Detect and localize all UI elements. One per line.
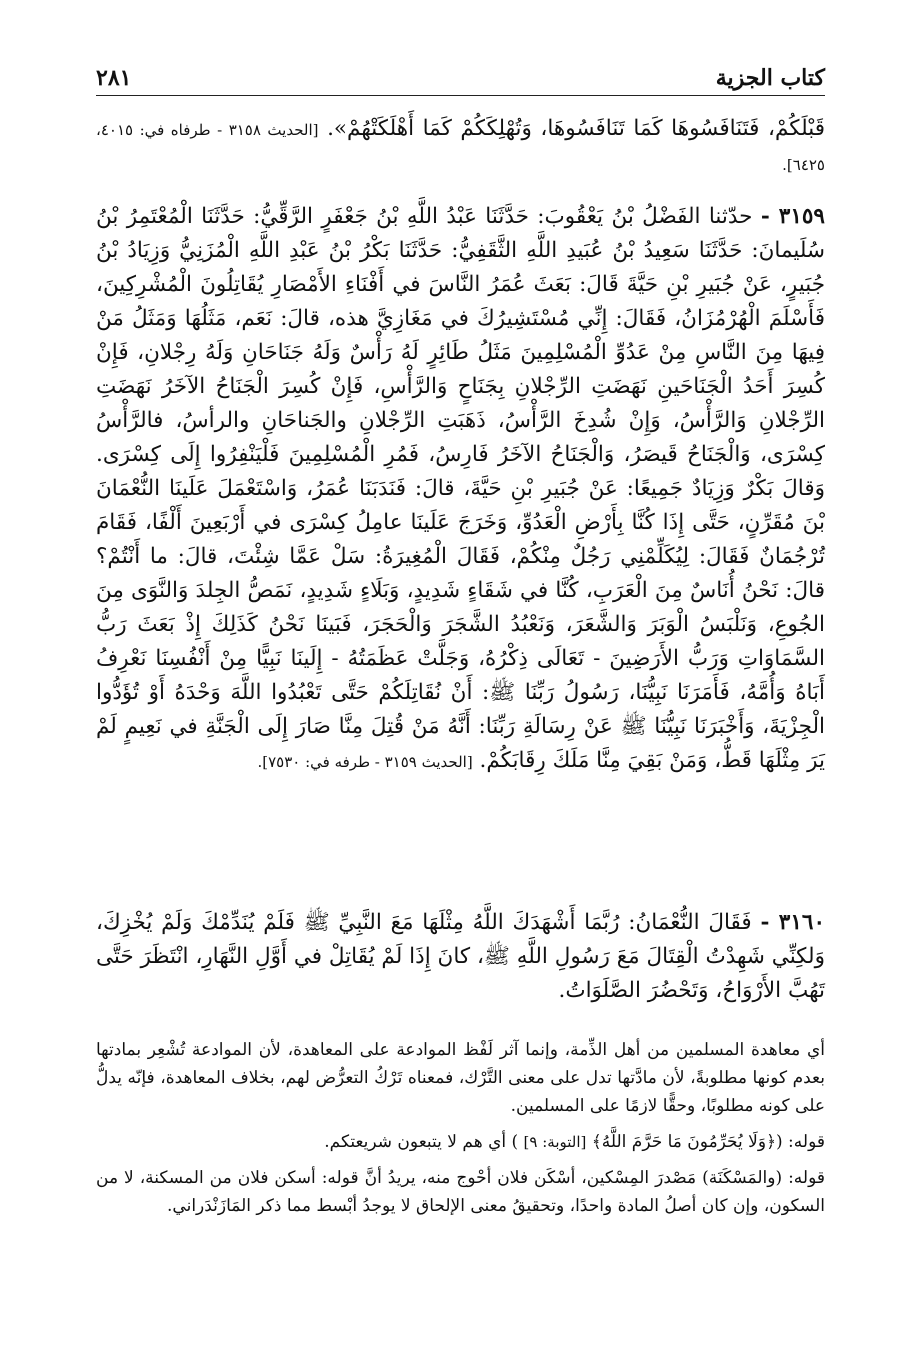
hadith-text: فَقَالَ النُّعْمَانُ: رُبَّمَا أَشْهَدَكَ اللَّهُ مِثْلَهَا مَعَ النَّبِيِّ ﷺ فَلَمْ يُنَدِّمْكَ وَلَمْ يُخْزِكَ، وَلكِنِّي شَهِدْتُ الْقِتَالَ مَعَ رَسُولِ اللَّهِ ﷺ، كانَ إِذَا لَمْ يُقَاتِلْ في أَوَّلِ النَّهَارِ، انْتَظَرَ حَتَّى تَهُبَّ الأَرْوَاحُ، وَتَحْضُرَ الصَّلَوَاتُ.: [96, 910, 825, 1003]
hadith-reference: [الحديث ٣١٥٨ - طرفاه في: ٤٠١٥، ٦٤٢٥].: [96, 121, 825, 174]
hadith-text: حدّثنا الفَضْلُ بْنُ يَعْقُوبَ: حَدَّثَنَا عَبْدُ اللَّهِ بْنُ جَعْفَرٍ الرَّقِّيُّ: حَدَّثَنَا الْمُعْتَمِرُ بْنُ سُلَيمانَ: حَدَّثَنَا سَعِيدُ بْنُ عُبَيدِ اللَّهِ الثَّقَفِيُّ: حَدَّثَنَا بَكْرُ بْنُ عَبْدِ اللَّهِ الْمُزَنِيُّ وَزِيَادُ بْنُ جُبَيرٍ، عَنْ جُبَيرِ بْنِ حَيَّةَ قَالَ: بَعَثَ عُمَرُ النَّاسَ في أَفْنَاءِ الأَمْصَارِ يُقَاتِلُونَ الْمُشْرِكِينَ، فَأَسْلَمَ الْهُرْمُزَانُ، فَقَالَ: إِنِّي مُسْتَشِيرُكَ في مَغَازِيَّ هذه، قالَ: نَعَم، مَثَلُهَا وَمَثَلُ مَنْ فِيهَا مِنَ النَّاسِ مِنْ عَدُوِّ الْمُسْلِمِينَ مَثَلُ طَائِرٍ لَهُ رَأْسٌ وَلَهُ جَنَاحَانِ وَلَهُ رِجْلانِ، فَإِنْ كُسِرَ أَحَدُ الْجَنَاحَينِ نَهَضَتِ الرِّجْلانِ بِجَنَاحٍ وَالرَّأْسِ، فَإِنْ كُسِرَ الْجَنَاحُ الآخَرُ نَهَضَتِ الرِّجْلانِ وَالرَّأْسُ، وَإِنْ شُدِخَ الرَّأْسُ، ذَهَبَتِ الرِّجْلانِ والجَناحَانِ والرأسُ، فالرَّأْسُ كِسْرَى، وَالْجَنَاحُ قَيصَرُ، وَالْجَنَاحُ الآخَرُ فَارِسُ، فَمُرِ الْمُسْلِمِينَ فَلْيَنْفِرُوا إِلَى كِسْرَى. وَقالَ بَكْرٌ وَزِيَادٌ جَمِيعًا: عَنْ جُبَيرِ بْنِ حَيَّةَ، قالَ: فَنَدَبَنَا عُمَرُ، وَاسْتَعْمَلَ عَلَينَا النُّعْمَانَ بْنَ مُقَرِّنٍ، حَتَّى إِذَا كُنَّا بِأَرْضِ الْعَدُوِّ، وَخَرَجَ عَلَينَا عامِلُ كِسْرَى في أَرْبَعِينَ أَلْفًا، فَقَامَ تُرْجُمَانٌ فَقَالَ: لِيُكَلِّمْنِي رَجُلٌ مِنْكُمْ، فَقَالَ الْمُغِيرَةُ: سَلْ عَمَّا شِئْتَ، قالَ: ما أَنْتُمْ؟ قالَ: نَحْنُ أُنَاسٌ مِنَ الْعَرَبِ، كُنَّا في شَقَاءٍ شَدِيدٍ، وَبَلَاءٍ شَدِيدٍ، نَمَصُّ الجِلدَ وَالنَّوَى مِنَ الجُوعِ، وَنَلْبَسُ الْوَبَرَ وَالشَّعَرَ، وَنَعْبُدُ الشَّجَرَ وَالْحَجَرَ، فَبَينَا نَحْنُ كَذَلِكَ إِذْ بَعَثَ رَبُّ السَّمَاوَاتِ وَرَبُّ الأَرَضِينَ - تَعَالَى ذِكْرُهُ، وَجَلَّتْ عَظَمَتُهُ - إِلَينَا نَبِيًّا مِنْ أَنْفُسِنَا نَعْرِفُ أَبَاهُ وَأُمَّهُ، فَأَمَرَنَا نَبِيُّنَا، رَسُولُ رَبِّنَا ﷺ: أَنْ نُقَاتِلَكُمْ حَتَّى تَعْبُدُوا اللَّهَ وَحْدَهُ أَوْ تُؤَدُّوا الْجِزْيَةَ، وَأَخْبَرَنَا نَبِيُّنَا ﷺ عَنْ رِسَالَةِ رَبِّنَا: أَنَّهُ مَنْ قُتِلَ مِنَّا صَارَ إِلَى الْجَنَّةِ في نَعِيمٍ لَمْ يَرَ مِثْلَهَا قَطُّ، وَمَنْ بَقِيَ مِنَّا مَلَكَ رِقَابَكُمْ.: [96, 204, 825, 773]
quran-reference: [التوبة: ٩]: [523, 1133, 587, 1151]
commentary: [96, 1036, 825, 1228]
commentary-paragraph: [96, 1128, 825, 1156]
commentary-text: ) أي هم لا يتبعون شريعتكم.: [324, 1132, 519, 1152]
hadith-3160: [96, 906, 825, 1008]
page-number: ٢٨١: [96, 65, 132, 91]
hadith-number: ٣١٥٩ -: [760, 204, 825, 229]
hadith-3158-end: [96, 112, 825, 182]
commentary-quote: قوله: (﴿وَلَا يُحَرِّمُونَ مَا حَرَّمَ اللَّهُ﴾: [591, 1132, 825, 1152]
hadith-3159: [96, 200, 825, 779]
hadith-number: ٣١٦٠ -: [760, 910, 825, 935]
commentary-paragraph: أي معاهدة المسلمين من أهل الذِّمة، وإنما آثر لَفْظ الموادعة على المعاهدة، لأن الموادعة تُشْعِر بمادتها بعدم كونها مطلوبةً، لأن مادَّتها تدل على معنى التَّرْك، فمعناه تَرْكُ التعرُّض لهم، بخلاف المعاهدة، فإنّه يدلُّ على كونه مطلوبًا، وحقًّا لازمًا على المسلمين.: [96, 1040, 825, 1116]
chapter-title: كتاب الجزية: [715, 65, 825, 91]
hadith-text: قَبْلَكُمْ، فَتَنَافَسُوهَا كَمَا تَنَافَسُوهَا، وَتُهْلِكَكُمْ كَمَا أَهْلَكَتْهُمْ».: [327, 116, 826, 141]
commentary-paragraph: قوله: (والمَسْكَنَة) مَصْدرَ المِسْكين، أسْكَن فلان أحْوج منه، يريدُ أنَّ قوله: أسكن فلان من المسكنة، لا من السكون، وإن كان أصلُ المادة واحدًا، وتحقيقُ معنى الإلحاق لا يوجدُ أبْسط مما ذكر المَازَنْدَراني.: [96, 1168, 825, 1216]
page-header: [96, 52, 825, 96]
hadith-reference: [الحديث ٣١٥٩ - طرفه في: ٧٥٣٠].: [257, 753, 473, 771]
